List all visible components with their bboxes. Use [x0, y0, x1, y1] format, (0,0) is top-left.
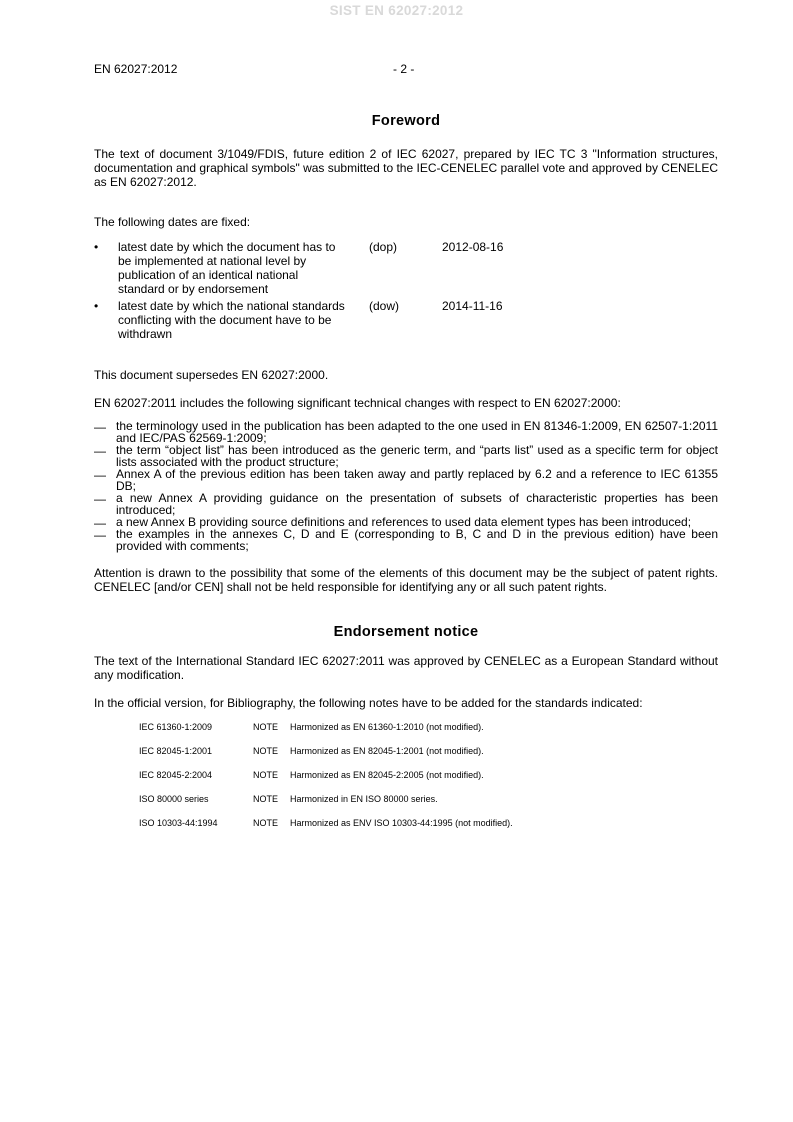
dash: — [94, 528, 106, 542]
bullet: • [94, 240, 99, 254]
date-item-date: 2012-08-16 [442, 240, 504, 254]
list-item [94, 444, 718, 468]
note-standard: IEC 82045-1:2001 [139, 746, 213, 756]
foreword-title: Foreword [371, 113, 441, 129]
date-item-text: latest date by which the document has to be implemented at national level by publication of an identical national standard or by endorsement [118, 240, 336, 296]
note-row [139, 818, 718, 830]
list-item-text: a new Annex B providing source definitions and references to used data element types has been introduced; [116, 515, 692, 529]
note-label: NOTE [253, 746, 279, 756]
dash: — [94, 492, 106, 506]
note-text: Harmonized as EN 61360-1:2010 (not modified). [290, 722, 484, 732]
list-item [94, 420, 718, 444]
watermark: SIST EN 62027:2012 [329, 3, 464, 18]
note-row [139, 746, 718, 758]
note-standard: IEC 82045-2:2004 [139, 770, 213, 780]
list-item [94, 468, 718, 492]
bibliography-intro: In the official version, for Bibliography, the following notes have to be added for the standards indicated: [94, 696, 643, 710]
date-item-code: (dop) [369, 240, 398, 254]
note-standard: IEC 61360-1:2009 [139, 722, 213, 732]
changes-intro: EN 62027:2011 includes the following significant technical changes with respect to EN 62027:2000: [94, 396, 621, 410]
page-content [94, 113, 718, 842]
foreword-intro: The text of document 3/1049/FDIS, future edition 2 of IEC 62027, prepared by IEC TC 3 "Information structures, documentation and graphical symbols" was submitted to the IEC-CENELEC parallel vote and approved by CENELEC as EN 62027:2012. [94, 147, 718, 189]
note-text: Harmonized as ENV ISO 10303-44:1995 (not modified). [290, 818, 513, 828]
note-label: NOTE [253, 818, 279, 828]
note-label: NOTE [253, 770, 279, 780]
note-standard: ISO 10303-44:1994 [139, 818, 218, 828]
list-item-text: the term “object list” has been introduced as the generic term, and “parts list” used as a specific term for object lists associated with the product structure; [116, 443, 718, 469]
changes-list [94, 420, 718, 552]
dash: — [94, 516, 106, 530]
list-item-text: a new Annex A providing guidance on the presentation of subsets of characteristic properties has been introduced; [116, 491, 718, 517]
note-standard: ISO 80000 series [139, 794, 209, 804]
dates-intro: The following dates are fixed: [94, 215, 251, 229]
date-item-text: latest date by which the national standards conflicting with the document have to be withdrawn [118, 299, 345, 341]
date-item-dow [94, 299, 718, 341]
date-item-date: 2014-11-16 [442, 299, 503, 313]
note-text: Harmonized in EN ISO 80000 series. [290, 794, 438, 804]
patent-notice: Attention is drawn to the possibility that some of the elements of this document may be the subject of patent rights. CENELEC [and/or CEN] shall not be held responsible for identifying any or all such patent rights. [94, 566, 718, 594]
note-label: NOTE [253, 722, 279, 732]
note-row [139, 794, 718, 806]
header-doc-id: EN 62027:2012 [94, 62, 178, 76]
list-item-text: the terminology used in the publication has been adapted to the one used in EN 81346-1:2009, EN 62507-1:2011 and IEC/PAS 62569-1:2009; [116, 419, 718, 445]
note-label: NOTE [253, 794, 279, 804]
bullet: • [94, 299, 99, 313]
endorsement-title: Endorsement notice [333, 624, 479, 640]
date-item-code: (dow) [369, 299, 400, 313]
note-text: Harmonized as EN 82045-1:2001 (not modified). [290, 746, 484, 756]
header-page-number: - 2 - [393, 62, 415, 76]
endorsement-text: The text of the International Standard IEC 62027:2011 was approved by CENELEC as a European Standard without any modification. [94, 654, 718, 682]
date-item-dop [94, 240, 718, 296]
dash: — [94, 420, 106, 434]
note-row [139, 770, 718, 782]
list-item-text: Annex A of the previous edition has been taken away and partly replaced by 6.2 and a reference to IEC 61355 DB; [116, 467, 718, 493]
supersedes-text: This document supersedes EN 62027:2000. [94, 368, 329, 382]
list-item-text: the examples in the annexes C, D and E (corresponding to B, C and D in the previous edition) have been provided with comments; [116, 527, 718, 553]
dash: — [94, 444, 106, 458]
list-item [94, 492, 718, 516]
list-item [94, 528, 718, 552]
note-text: Harmonized as EN 82045-2:2005 (not modified). [290, 770, 484, 780]
note-row [139, 722, 718, 734]
bibliography-notes [139, 722, 718, 830]
dash: — [94, 468, 106, 482]
